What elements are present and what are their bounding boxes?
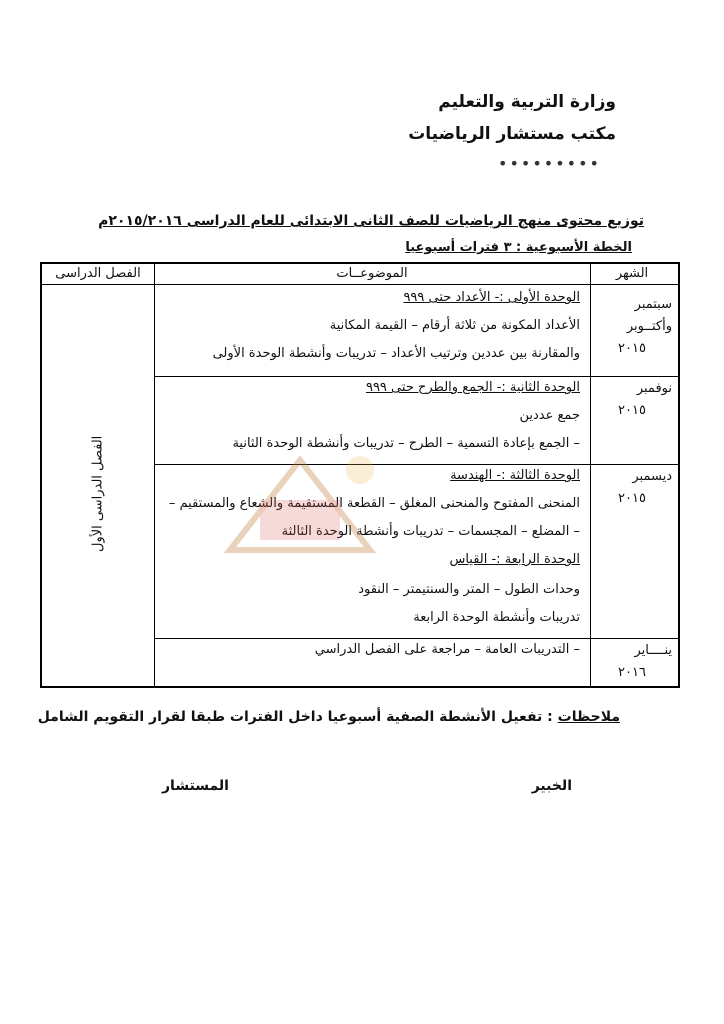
- column-divider: [154, 264, 155, 686]
- month-cell: سبتمبر وأكتــوبر ٢٠١٥: [618, 297, 672, 356]
- topic-line: تدريبات وأنشطة الوحدة الرابعة: [413, 610, 580, 625]
- topic-line: وحدات الطول – المتر والسنتيمتر – النقود: [358, 582, 580, 597]
- notes-label: ملاحظات: [557, 709, 620, 725]
- ministry-name: وزارة التربية والتعليم: [438, 92, 616, 112]
- header-divider: [42, 284, 678, 285]
- row-divider: [154, 376, 678, 377]
- notes-text: : تفعيل الأنشطة الصفية أسبوعيا داخل الفترات طبقا لقرار التقويم الشامل: [37, 709, 553, 725]
- topic-line: الأعداد المكونة من ثلاثة أرقام – القيمة المكانية: [329, 318, 580, 333]
- topic-line: جمع عددين: [519, 408, 580, 423]
- month-cell: نوفمبر ٢٠١٥: [618, 381, 672, 418]
- month-cell: ديسمبر ٢٠١٥: [618, 469, 672, 506]
- advisor-signature-label: المستشار: [162, 778, 229, 794]
- column-divider: [590, 264, 591, 686]
- topic-line: – الجمع بإعادة التسمية – الطرح – تدريبات وأنشطة الوحدة الثانية: [232, 436, 580, 451]
- header-month: الشهر: [615, 266, 649, 281]
- term-label: الفصل الدراسى الأول: [90, 435, 106, 553]
- unit-title: الوحدة الثالثة :- الهندسة: [450, 468, 580, 483]
- topic-line: المنحنى المفتوح والمنحنى المغلق – القطعة المستقيمة والشعاع والمستقيم –: [168, 496, 580, 511]
- month-cell: ينــــاير ٢٠١٦: [618, 643, 672, 680]
- unit-title: الوحدة الثانية :- الجمع والطرح حتى ٩٩٩: [365, 380, 580, 395]
- separator-dots: •••••••••: [498, 154, 601, 173]
- unit-title: الوحدة الأولى :- الأعداد حتى ٩٩٩: [403, 290, 580, 305]
- row-divider: [154, 638, 678, 639]
- topic-line: – التدريبات العامة – مراجعة على الفصل الدراسي: [314, 642, 580, 657]
- unit-title: الوحدة الرابعة :- القياس: [449, 552, 580, 567]
- document-title: توزيع محتوى منهج الرياضيات للصف الثانى الابتدائى للعام الدراسى ٢٠١٥/٢٠١٦م: [98, 213, 644, 229]
- weekly-plan-title: الخطة الأسبوعية : ٣ فترات أسبوعيا: [405, 240, 632, 255]
- topic-line: والمقارنة بين عددين وترتيب الأعداد – تدريبات وأنشطة الوحدة الأولى: [212, 346, 580, 361]
- topic-line: – المضلع – المجسمات – تدريبات وأنشطة الوحدة الثالثة: [281, 524, 580, 539]
- office-name: مكتب مستشار الرياضيات: [408, 124, 616, 144]
- notes: [38, 709, 620, 725]
- expert-signature-label: الخبير: [531, 778, 572, 794]
- watermark-logo: [210, 440, 390, 560]
- header-term: الفصل الدراسى: [55, 266, 141, 281]
- header-topics: الموضوعــات: [336, 266, 408, 281]
